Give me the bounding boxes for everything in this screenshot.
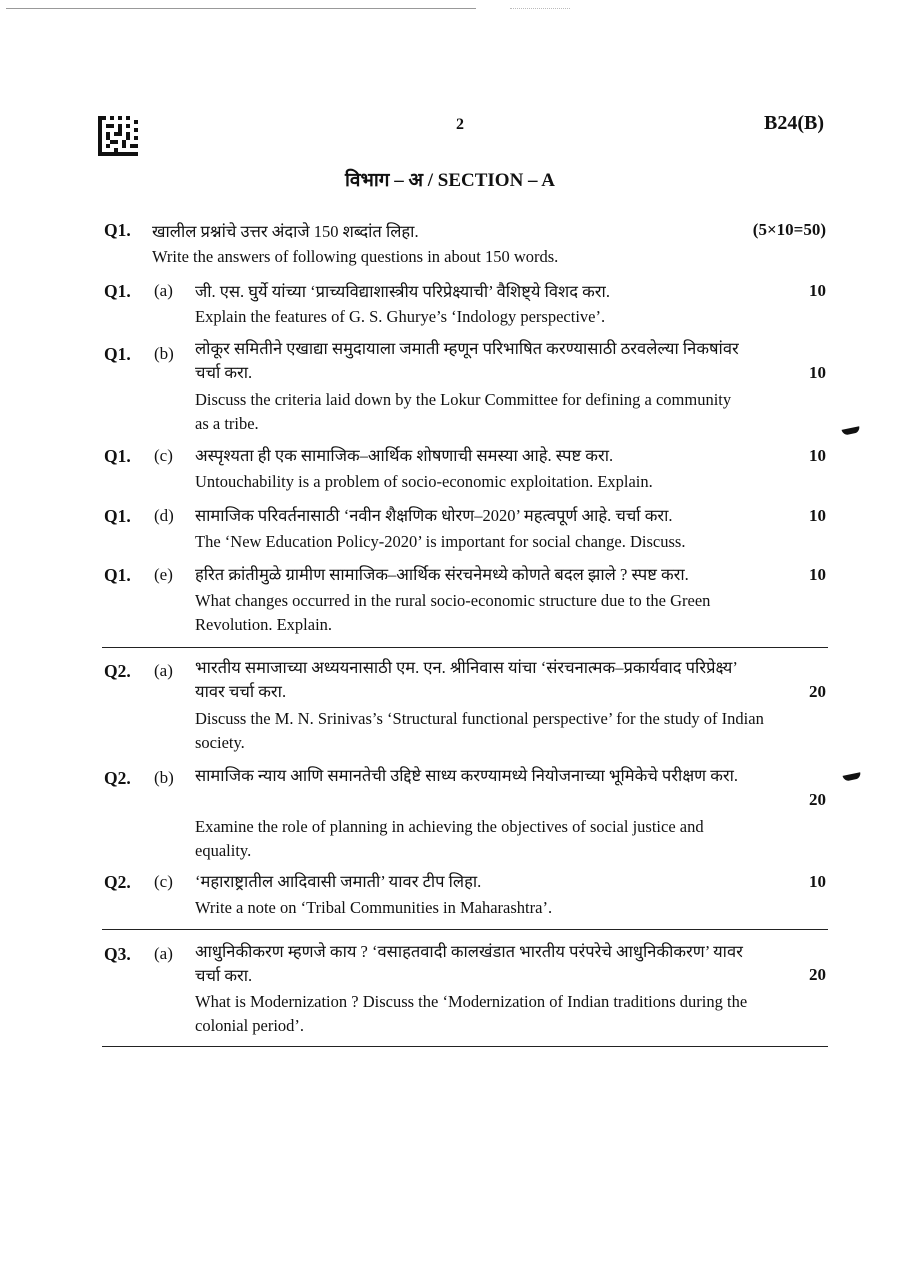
question-number: Q1. — [104, 565, 131, 585]
question-english: Discuss the criteria laid down by the Lokur Committee for defining a community as a tribe. — [195, 390, 732, 433]
marks-scheme: (5×10=50) — [752, 220, 826, 239]
question-english: What is Modernization ? Discuss the ‘Modernization of Indian traditions during the colonial period’. — [195, 992, 748, 1035]
question-marathi: लोकूर समितीने एखाद्या समुदायाला जमाती म्हणून परिभाषित करण्यासाठी ठरवलेल्या निकषांवर चर्चा करा. — [195, 339, 739, 382]
question-marathi: सामाजिक न्याय आणि समानतेची उद्दिष्टे साध्य करण्यामध्ये नियोजनाच्या भूमिकेचे परीक्षण करा. — [195, 766, 739, 785]
question-marks: 10 — [809, 565, 826, 584]
page-number: 2 — [456, 116, 464, 133]
question-number: Q2. — [104, 768, 131, 788]
question-english: What changes occurred in the rural socio-economic structure due to the Green Revolution. Explain. — [195, 591, 711, 634]
question-number: Q1. — [104, 446, 131, 466]
datamatrix-code-icon — [98, 116, 138, 156]
question-number: Q1. — [104, 344, 131, 364]
question-marks: 20 — [809, 790, 826, 809]
section-divider — [102, 929, 828, 930]
question-marathi: ‘महाराष्ट्रातील आदिवासी जमाती’ यावर टीप लिहा. — [195, 872, 482, 891]
section-divider — [102, 1046, 828, 1047]
question-sub-label: (d) — [154, 506, 174, 525]
question-marks: 10 — [809, 446, 826, 465]
question-marks: 10 — [809, 363, 826, 382]
question-marathi: जी. एस. घुर्ये यांच्या ‘प्राच्यविद्याशास्त्रीय परिप्रेक्ष्याची’ वैशिष्ट्ये विशद करा. — [195, 282, 610, 301]
section-divider — [102, 647, 828, 648]
question-marks: 10 — [809, 506, 826, 525]
question-english: Explain the features of G. S. Ghurye’s ‘Indology perspective’. — [195, 307, 606, 326]
question-marathi: सामाजिक परिवर्तनासाठी ‘नवीन शैक्षणिक धोरण–2020’ महत्वपूर्ण आहे. चर्चा करा. — [195, 506, 673, 525]
question-sub-label: (c) — [154, 872, 173, 891]
scan-edge-dots — [510, 8, 570, 9]
section-title: विभाग – अ / SECTION – A — [345, 170, 555, 191]
question-sub-label: (a) — [154, 281, 173, 300]
question-sub-label: (c) — [154, 446, 173, 465]
question-marks: 20 — [809, 965, 826, 984]
question-english: Examine the role of planning in achieving the objectives of social justice and equality. — [195, 817, 704, 860]
question-english: Untouchability is a problem of socio-economic exploitation. Explain. — [195, 472, 653, 491]
question-sub-label: (a) — [154, 661, 173, 680]
question-sub-label: (a) — [154, 944, 173, 963]
instruction-marathi: खालील प्रश्नांचे उत्तर अंदाजे 150 शब्दांत लिहा. — [152, 222, 419, 241]
question-sub-label: (b) — [154, 768, 174, 787]
question-number: Q1. — [104, 281, 131, 301]
question-marks: 10 — [809, 281, 826, 300]
instruction-q-label: Q1. — [104, 220, 131, 240]
scan-mark — [843, 772, 862, 782]
question-sub-label: (e) — [154, 565, 173, 584]
question-marathi: हरित क्रांतीमुळे ग्रामीण सामाजिक–आर्थिक संरचनेमध्ये कोणते बदल झाले ? स्पष्ट करा. — [195, 565, 689, 584]
question-number: Q2. — [104, 872, 131, 892]
question-marathi: भारतीय समाजाच्या अध्ययनासाठी एम. एन. श्रीनिवास यांचा ‘संरचनात्मक–प्रकार्यवाद परिप्रेक्ष्य’ यावर चर्चा करा. — [195, 658, 738, 701]
question-english: The ‘New Education Policy-2020’ is important for social change. Discuss. — [195, 532, 686, 551]
question-number: Q1. — [104, 506, 131, 526]
question-marks: 10 — [809, 872, 826, 891]
scan-mark — [842, 426, 861, 436]
instruction-english: Write the answers of following questions in about 150 words. — [152, 247, 559, 266]
question-marathi: आधुनिकीकरण म्हणजे काय ? ‘वसाहतवादी कालखंडात भारतीय परंपरेचे आधुनिकीकरण’ यावर चर्चा करा. — [195, 942, 743, 985]
question-marks: 20 — [809, 682, 826, 701]
question-english: Write a note on ‘Tribal Communities in Maharashtra’. — [195, 898, 553, 917]
question-marathi: अस्पृश्यता ही एक सामाजिक–आर्थिक शोषणाची समस्या आहे. स्पष्ट करा. — [195, 446, 614, 465]
scan-edge-line — [6, 8, 476, 9]
question-number: Q3. — [104, 944, 131, 964]
question-number: Q2. — [104, 661, 131, 681]
question-sub-label: (b) — [154, 344, 174, 363]
paper-code: B24(B) — [764, 112, 824, 134]
question-english: Discuss the M. N. Srinivas’s ‘Structural functional perspective’ for the study of Indian society. — [195, 709, 764, 752]
